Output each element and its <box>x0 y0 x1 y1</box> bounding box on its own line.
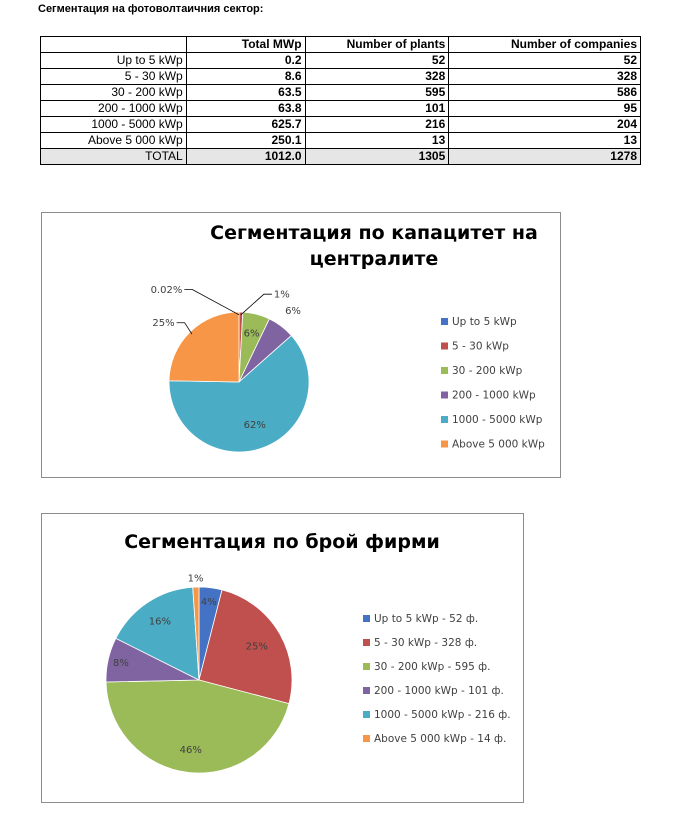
legend-item: 30 - 200 kWp <box>452 365 523 377</box>
header-label <box>41 37 187 53</box>
pie-data-label: 16% <box>148 616 171 628</box>
capacity-pie-svg <box>42 213 560 477</box>
row-mwp: 8.6 <box>186 69 305 85</box>
row-label: 200 - 1000 kWp <box>41 101 187 117</box>
row-mwp: 63.8 <box>186 101 305 117</box>
chart-title-line: Сегментация по брой фирми <box>124 531 440 553</box>
legend-item: 1000 - 5000 kWp - 216 ф. <box>374 709 511 721</box>
row-label: 5 - 30 kWp <box>41 69 187 85</box>
table-row <box>41 69 641 85</box>
legend-swatch <box>441 416 448 423</box>
legend-item: Above 5 000 kWp - 14 ф. <box>374 733 507 745</box>
table-total-row <box>41 149 641 165</box>
row-mwp: 625.7 <box>186 117 305 133</box>
table-row <box>41 53 641 69</box>
row-companies: 328 <box>449 69 641 85</box>
chart-title-line: централите <box>309 248 439 270</box>
legend-swatch <box>441 343 448 350</box>
row-label: 30 - 200 kWp <box>41 85 187 101</box>
row-plants: 328 <box>305 69 449 85</box>
pie-data-label: 25% <box>245 641 268 653</box>
row-companies: 586 <box>449 85 641 101</box>
legend-swatch <box>363 615 370 622</box>
pie-data-label: 25% <box>152 318 175 330</box>
pie-data-label: 0.02% <box>150 284 183 296</box>
pie-data-label: 62% <box>243 420 266 432</box>
legend-item: 1000 - 5000 kWp <box>452 414 543 426</box>
row-plants: 13 <box>305 133 449 149</box>
pie-data-label: 8% <box>113 657 129 669</box>
legend-swatch <box>441 392 448 399</box>
row-label: Above 5 000 kWp <box>41 133 187 149</box>
page-heading: Сегментация на фотоволтаичния сектор: <box>38 3 264 15</box>
table-row <box>41 133 641 149</box>
row-mwp: 0.2 <box>186 53 305 69</box>
legend-item: 5 - 30 kWp <box>452 340 509 353</box>
legend-swatch <box>441 441 448 448</box>
row-companies: 95 <box>449 101 641 117</box>
total-companies: 1278 <box>449 149 641 165</box>
legend-swatch <box>363 687 370 694</box>
table-row <box>41 101 641 117</box>
table-header-row <box>41 37 641 53</box>
row-label: Up to 5 kWp <box>41 53 187 69</box>
legend-swatch <box>363 639 370 646</box>
header-total-mwp: Total MWp <box>186 37 305 53</box>
row-companies: 13 <box>449 133 641 149</box>
total-plants: 1305 <box>305 149 449 165</box>
pie-data-label: 1% <box>187 573 204 585</box>
pie-data-label: 4% <box>200 597 217 609</box>
pie-data-label: 6% <box>243 328 260 340</box>
legend-item: Up to 5 kWp - 52 ф. <box>374 613 479 625</box>
total-mwp: 1012.0 <box>186 149 305 165</box>
legend-item: 200 - 1000 kWp - 101 ф. <box>374 685 504 697</box>
row-plants: 595 <box>305 85 449 101</box>
companies-pie-chart <box>41 513 524 803</box>
pie-data-label: 1% <box>273 289 290 301</box>
legend-item: 5 - 30 kWp - 328 ф. <box>374 637 478 649</box>
legend-item: Up to 5 kWp <box>452 316 517 328</box>
legend-swatch <box>363 735 370 742</box>
row-label: 1000 - 5000 kWp <box>41 117 187 133</box>
companies-pie-svg <box>42 514 523 802</box>
total-label: TOTAL <box>41 149 187 165</box>
legend-swatch <box>441 318 448 325</box>
label-leader-line <box>184 289 239 314</box>
legend-item: Above 5 000 kWp <box>452 438 545 451</box>
legend-item: 30 - 200 kWp - 595 ф. <box>374 661 491 673</box>
row-companies: 52 <box>449 53 641 69</box>
table-row <box>41 85 641 101</box>
row-companies: 204 <box>449 117 641 133</box>
row-plants: 52 <box>305 53 449 69</box>
chart-title-line: Сегментация по капацитет на <box>210 222 538 244</box>
row-plants: 216 <box>305 117 449 133</box>
pie-data-label: 6% <box>285 306 301 318</box>
capacity-pie-chart <box>41 212 561 478</box>
legend-item: 200 - 1000 kWp <box>452 389 536 402</box>
segmentation-table <box>40 36 641 165</box>
row-mwp: 63.5 <box>186 85 305 101</box>
table-row <box>41 117 641 133</box>
row-plants: 101 <box>305 101 449 117</box>
header-number-of-companies: Number of companies <box>449 37 641 53</box>
pie-data-label: 46% <box>179 744 202 756</box>
label-leader-line <box>241 294 272 315</box>
legend-swatch <box>363 711 370 718</box>
header-number-of-plants: Number of plants <box>305 37 449 53</box>
row-mwp: 250.1 <box>186 133 305 149</box>
legend-swatch <box>441 367 448 374</box>
legend-swatch <box>363 663 370 670</box>
